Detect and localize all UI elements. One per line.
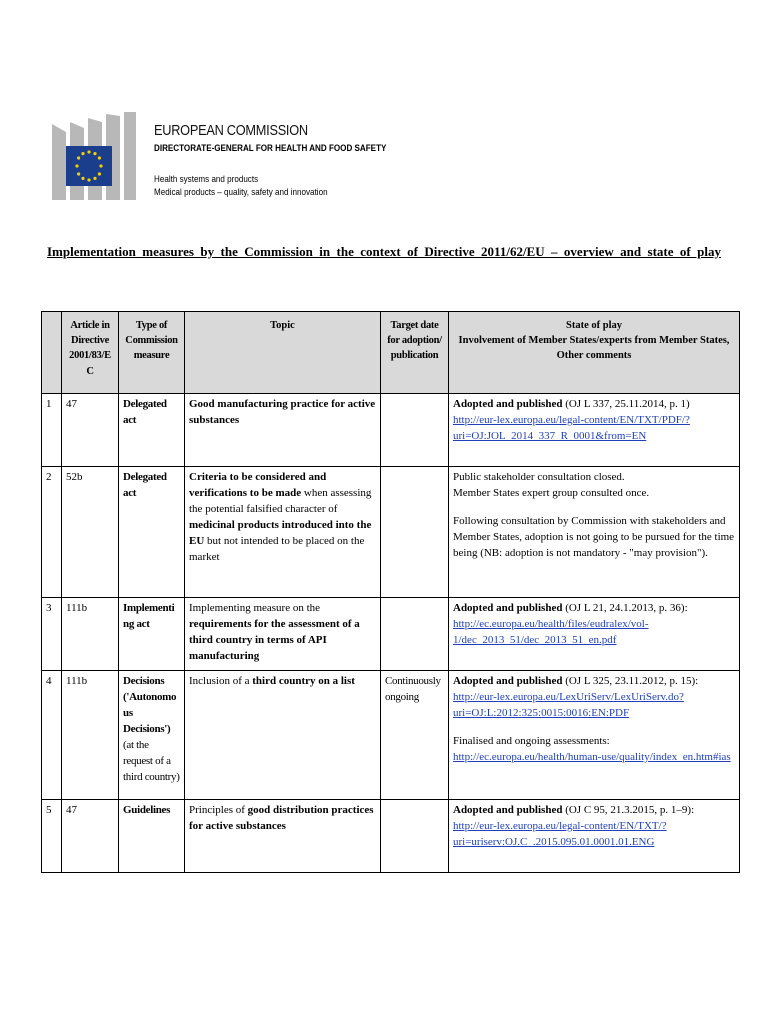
row-article: 47 — [62, 394, 119, 467]
table-row — [42, 598, 740, 671]
row-state — [449, 394, 740, 467]
state-status: Adopted and published — [453, 398, 563, 410]
row-target: Continuously ongoing — [381, 671, 449, 800]
unit-line-1: Health systems and products — [154, 174, 259, 185]
topic-text-2: but not intended to be placed on the market — [189, 534, 365, 563]
row-article: 111b — [62, 671, 119, 800]
topic-text-1: Implementing measure on the — [189, 602, 321, 614]
unit-line-2: Medical products – quality, safety and innovation — [154, 187, 328, 198]
row-target — [381, 800, 449, 873]
state-reference: (OJ L 325, 23.11.2012, p. 15): — [562, 675, 699, 687]
row-type: Guidelines — [119, 800, 185, 873]
state-link[interactable]: http://ec.europa.eu/health/files/eudralex/vol-1/dec_2013_51/dec_2013_51_en.pdf — [453, 617, 649, 646]
topic-bold-1: third country on a list — [252, 675, 355, 687]
state-paragraph-1: Public stakeholder consultation closed. — [453, 471, 625, 483]
state-status: Adopted and published — [453, 804, 563, 816]
row-target — [381, 598, 449, 671]
state-link[interactable]: http://eur-lex.europa.eu/legal-content/EN/TXT/?uri=uriserv:OJ.C_.2015.095.01.0001.01.ENG — [453, 819, 667, 848]
header-target-date: Target date for adoption/ publication — [381, 312, 449, 394]
table-row — [42, 671, 740, 800]
topic-bold-1: good distribution practices for active substances — [189, 804, 374, 832]
row-state — [449, 800, 740, 873]
row-target — [381, 394, 449, 467]
table-row — [42, 394, 740, 467]
row-type: Delegated act — [119, 467, 185, 598]
state-status: Adopted and published — [453, 602, 563, 614]
state-reference: (OJ C 95, 21.3.2015, p. 1–9): — [562, 804, 695, 816]
topic-bold-2: medicinal products introduced into the EU — [189, 518, 372, 547]
row-type: Implementing act — [119, 598, 185, 671]
row-type — [119, 671, 185, 800]
state-link[interactable]: http://eur-lex.europa.eu/legal-content/EN/TXT/PDF/?uri=OJ:JOL_2014_337_R_0001&from=EN — [453, 413, 690, 442]
row-state — [449, 598, 740, 671]
header-article: Article in Directive 2001/83/EC — [62, 312, 119, 394]
row-number: 3 — [42, 598, 62, 671]
header-text — [154, 122, 427, 198]
directorate-name: DIRECTORATE-GENERAL FOR HEALTH AND FOOD SAFETY — [154, 143, 387, 154]
state-link[interactable]: http://eur-lex.europa.eu/LexUriServ/LexUriServ.do?uri=OJ:L:2012:325:0015:0016:EN:PDF — [453, 690, 684, 719]
row-topic — [185, 598, 381, 671]
row-topic: Good manufacturing practice for active substances — [185, 394, 381, 467]
row-topic — [185, 467, 381, 598]
organization-name: EUROPEAN COMMISSION — [154, 122, 308, 139]
measures-table — [41, 311, 740, 873]
topic-text-1: Inclusion of a — [189, 675, 253, 687]
header-state-line-1: State of play — [566, 320, 622, 331]
topic-bold-1: Criteria to be considered and verifications to be made — [189, 471, 327, 499]
row-article: 52b — [62, 467, 119, 598]
header-state-line-3: Other comments — [556, 350, 632, 362]
state-paragraph-2: Member States expert group consulted once. — [453, 486, 650, 499]
topic-text-1: when assessing the potential falsified character of — [189, 486, 372, 515]
header-number — [42, 312, 62, 394]
row-target — [381, 467, 449, 598]
type-bold: Decisions ('Autonomous Decisions') — [123, 675, 177, 735]
row-number: 2 — [42, 467, 62, 598]
state-text: Finalised and ongoing assessments: — [453, 734, 610, 747]
state-reference: (OJ L 337, 25.11.2014, p. 1) — [562, 398, 690, 410]
row-number: 1 — [42, 394, 62, 467]
table-row — [42, 467, 740, 598]
row-state — [449, 467, 740, 598]
document-title: Implementation measures by the Commission in the context of Directive 2011/62/EU – overview and state of play — [47, 244, 721, 259]
page-header — [44, 108, 724, 208]
row-state — [449, 671, 740, 800]
header-type: Type of Commission measure — [119, 312, 185, 394]
european-commission-logo — [44, 112, 144, 202]
topic-text-1: Principles of — [189, 804, 248, 816]
row-article: 47 — [62, 800, 119, 873]
row-type: Delegated act — [119, 394, 185, 467]
state-link-2[interactable]: http://ec.europa.eu/health/human-use/quality/index_en.htm#ias — [453, 750, 731, 763]
row-article: 111b — [62, 598, 119, 671]
state-reference: (OJ L 21, 24.1.2013, p. 36): — [562, 602, 688, 614]
type-note: (at the request of a third country) — [123, 738, 180, 783]
state-paragraph-2 — [453, 734, 735, 766]
header-topic: Topic — [185, 312, 381, 394]
state-paragraph-3: Following consultation by Commission with stakeholders and Member States, adoption is not going to be pursued for the time being (NB: adoption is not mandatory - "may provision"). — [453, 514, 735, 559]
table-row — [42, 800, 740, 873]
header-state-line-2: Involvement of Member States/experts from Member States, — [458, 335, 730, 347]
row-number: 5 — [42, 800, 62, 873]
state-status: Adopted and published — [453, 675, 563, 687]
row-number: 4 — [42, 671, 62, 800]
row-topic — [185, 800, 381, 873]
topic-bold-1: requirements for the assessment of a third country in terms of API manufacturing — [189, 617, 360, 662]
row-topic — [185, 671, 381, 800]
header-state-of-play — [449, 312, 740, 394]
table-header-row — [42, 312, 740, 394]
